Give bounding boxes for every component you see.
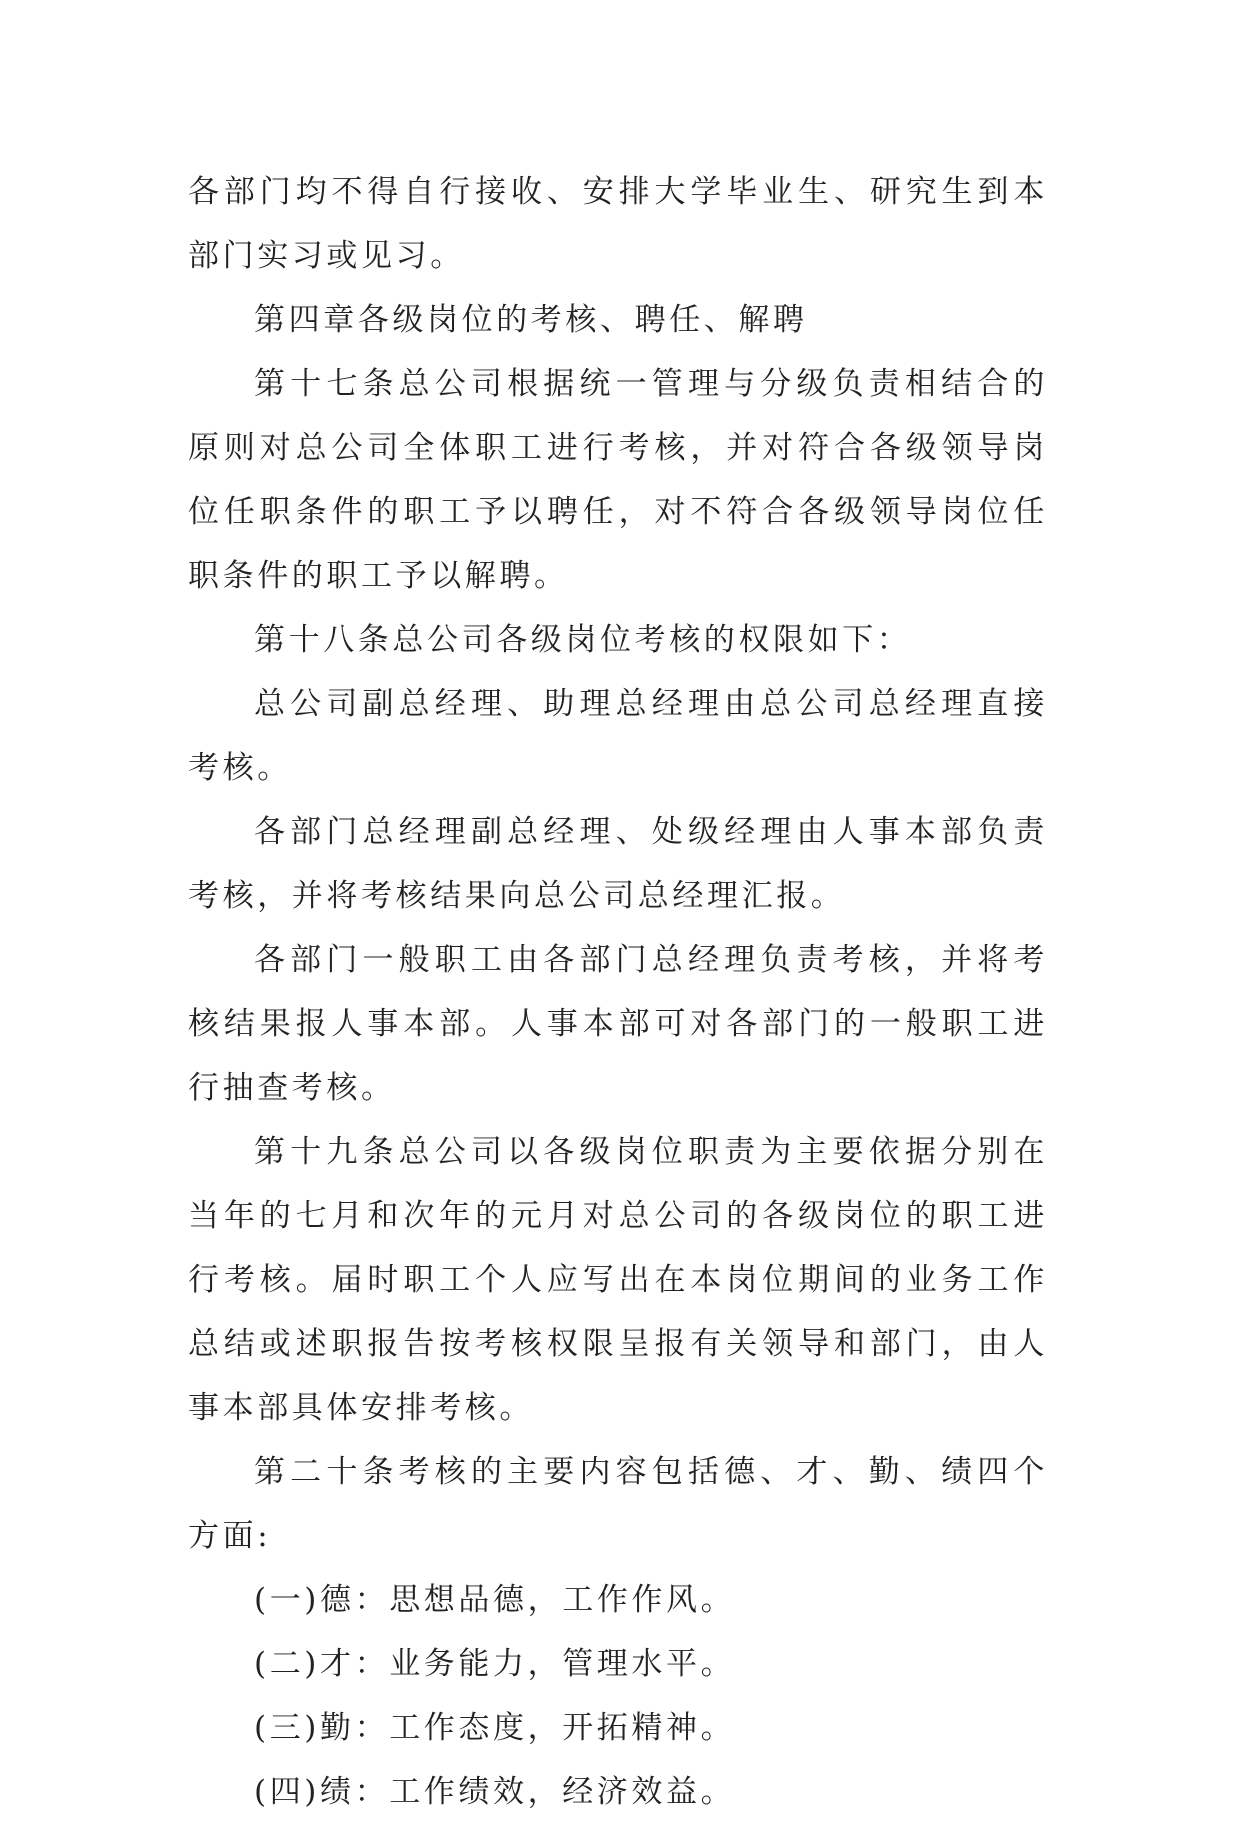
list-item: (二)才：业务能力，管理水平。 — [254, 1646, 736, 1682]
document-body — [188, 160, 1048, 1824]
list-item: (四)绩：工作绩效，经济效益。 — [254, 1774, 736, 1810]
chapter-heading: 第四章各级岗位的考核、聘任、解聘 — [254, 302, 808, 338]
paragraph: 总公司副总经理、助理总经理由总公司总经理直接考核。 — [188, 686, 1048, 786]
list-item: (一)德：思想品德，工作作风。 — [254, 1582, 736, 1618]
article-20-paragraph: 第二十条考核的主要内容包括德、才、勤、绩四个方面: — [188, 1454, 1048, 1554]
article-19-paragraph: 第十九条总公司以各级岗位职责为主要依据分别在当年的七月和次年的元月对总公司的各级岗位的职工进行考核。届时职工个人应写出在本岗位期间的业务工作总结或述职报告按考核权限呈报有关领导和部门，由人事本部具体安排考核。 — [188, 1134, 1048, 1426]
article-18-paragraph: 第十八条总公司各级岗位考核的权限如下： — [254, 622, 912, 658]
article-17-paragraph: 第十七条总公司根据统一管理与分级负责相结合的原则对总公司全体职工进行考核，并对符合各级领导岗位任职条件的职工予以聘任，对不符合各级领导岗位任职条件的职工予以解聘。 — [188, 366, 1048, 594]
paragraph: 各部门均不得自行接收、安排大学毕业生、研究生到本部门实习或见习。 — [188, 174, 1048, 274]
paragraph: 各部门总经理副总经理、处级经理由人事本部负责考核，并将考核结果向总公司总经理汇报。 — [188, 814, 1048, 914]
list-item: (三)勤：工作态度，开拓精神。 — [254, 1710, 736, 1746]
paragraph: 各部门一般职工由各部门总经理负责考核，并将考核结果报人事本部。人事本部可对各部门的一般职工进行抽查考核。 — [188, 942, 1048, 1106]
